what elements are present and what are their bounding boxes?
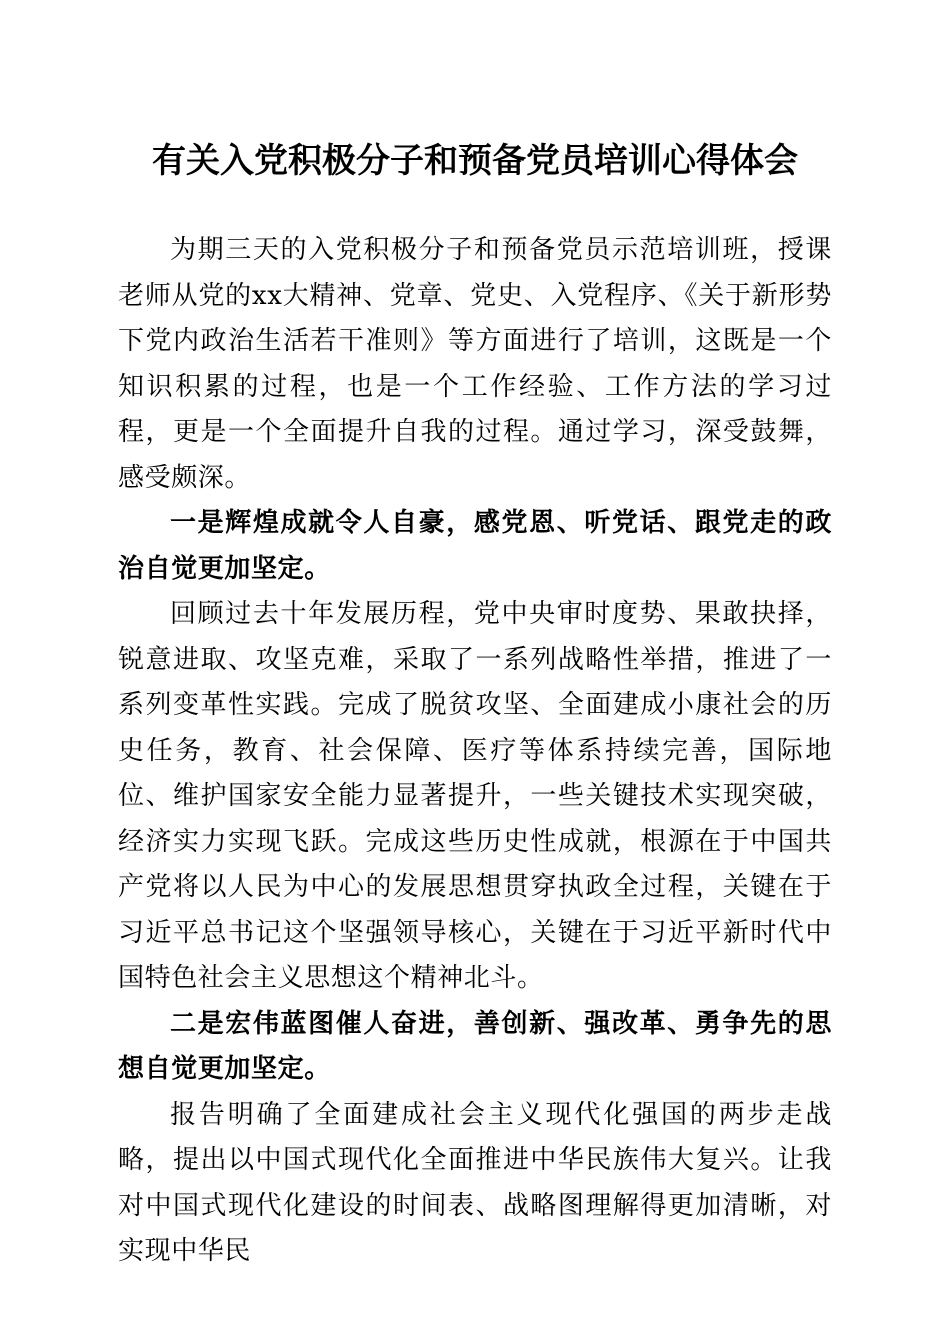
section-heading-1: 一是辉煌成就令人自豪，感党恩、听党话、跟党走的政治自觉更加坚定。 — [118, 508, 832, 584]
section-heading-2: 二是宏伟蓝图催人奋进，善创新、强改革、勇争先的思想自觉更加坚定。 — [118, 1008, 832, 1084]
intro-paragraph: 为期三天的入党积极分子和预备党员示范培训班，授课老师从党的xx大精神、党章、党史、入党程序、《关于新形势下党内政治生活若干准则》等方面进行了培训，这既是一个知识积累的过程，也是一个工作经验、工作方法的学习过程，更是一个全面提升自我的过程。通过学习，深受鼓舞，感受颇深。 — [118, 235, 832, 493]
section-1-paragraph: 回顾过去十年发展历程，党中央审时度势、果敢抉择，锐意进取、攻坚克难，采取了一系列战略性举措，推进了一系列变革性实践。完成了脱贫攻坚、全面建成小康社会的历史任务，教育、社会保障、医疗等体系持续完善，国际地位、维护国家安全能力显著提升，一些关键技术实现突破，经济实力实现飞跃。完成这些历史性成就，根源在于中国共产党将以人民为中心的发展思想贯穿执政全过程，关键在于习近平总书记这个坚强领导核心，关键在于习近平新时代中国特色社会主义思想这个精神北斗。 — [118, 599, 832, 993]
document-title: 有关入党积极分子和预备党员培训心得体会 — [152, 141, 798, 181]
document-body — [118, 228, 832, 1275]
section-2-paragraph: 报告明确了全面建成社会主义现代化强国的两步走战略，提出以中国式现代化全面推进中华民族伟大复兴。让我对中国式现代化建设的时间表、战略图理解得更加清晰，对实现中华民 — [118, 1099, 832, 1266]
